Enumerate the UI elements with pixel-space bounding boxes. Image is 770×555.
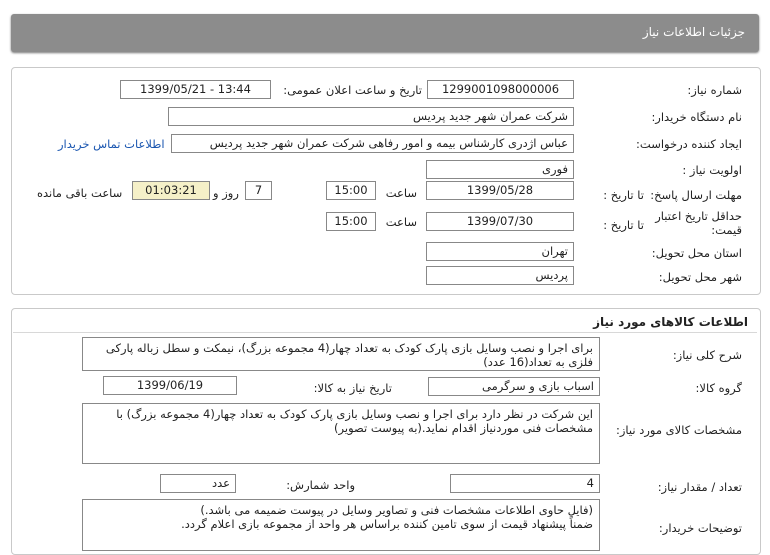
quantity-label: تعداد / مقدار نیاز: xyxy=(657,480,742,494)
requester-label: ایجاد کننده درخواست: xyxy=(636,137,742,151)
goods-section-title: اطلاعات کالاهای مورد نیاز xyxy=(593,315,748,329)
deadline-time-label: ساعت xyxy=(385,186,417,200)
deadline-time-field: 15:00 xyxy=(326,181,376,200)
announce-datetime-field: 1399/05/21 - 13:44 xyxy=(120,80,271,99)
need-date-field: 1399/06/19 xyxy=(103,376,237,395)
buyer-notes-label: توضیحات خریدار: xyxy=(658,521,742,535)
need-number-field: 1299001098000006 xyxy=(427,80,574,99)
goods-group-label: گروه کالا: xyxy=(695,381,742,395)
need-date-label: تاریخ نیاز به کالا: xyxy=(313,381,392,395)
remaining-time-label: ساعت باقی مانده xyxy=(37,186,123,200)
validity-date-field: 1399/07/30 xyxy=(426,212,574,231)
section-divider xyxy=(13,332,757,333)
remaining-days-field: 7 xyxy=(245,181,272,200)
buyer-contact-link[interactable]: اطلاعات تماس خریدار xyxy=(58,137,165,151)
priority-label: اولویت نیاز : xyxy=(682,163,742,177)
specs-label: مشخصات کالای مورد نیاز: xyxy=(615,423,742,437)
need-number-label: شماره نیاز: xyxy=(687,83,742,97)
unit-label: واحد شمارش: xyxy=(286,478,355,492)
delivery-city-field: پردیس xyxy=(426,266,574,285)
delivery-city-label: شهر محل تحویل: xyxy=(658,270,742,284)
need-info-panel xyxy=(11,67,761,295)
deadline-label: مهلت ارسال پاسخ: xyxy=(650,188,742,202)
unit-field: عدد xyxy=(160,474,236,493)
deadline-date-field: 1399/05/28 xyxy=(426,181,574,200)
deadline-to-date-label: تا تاریخ : xyxy=(603,188,644,202)
validity-time-label: ساعت xyxy=(385,215,417,229)
price-validity-label: حداقل تاریخ اعتبار قیمت: xyxy=(655,209,742,237)
quantity-field: 4 xyxy=(450,474,600,493)
remaining-time-field: 01:03:21 xyxy=(132,181,210,200)
buyer-name-label: نام دستگاه خریدار: xyxy=(651,110,742,124)
requester-field: عباس اژدری کارشناس بیمه و امور رفاهی شرکت عمران شهر جدید پردیس xyxy=(171,134,574,153)
goods-group-field: اسباب بازی و سرگرمی xyxy=(428,377,600,396)
page-title: جزئیات اطلاعات نیاز xyxy=(642,25,745,39)
summary-label: شرح کلی نیاز: xyxy=(672,348,742,362)
priority-field: فوری xyxy=(426,160,574,179)
specs-field: این شرکت در نظر دارد برای اجرا و نصب وسایل بازی پارک کودک به تعداد چهار(4 مجموعه بزرگ) با مشخصات فنی موردنیاز اقدام نماید.(به پیوست تصویر) xyxy=(82,403,600,464)
delivery-province-field: تهران xyxy=(426,242,574,261)
buyer-notes-line-2: ضمناً پیشنهاد قیمت از سوی تامین کننده براساس هر واحد از مجموعه بازی اعلام گردد. xyxy=(181,517,593,531)
page-header xyxy=(11,14,759,52)
remaining-days-label: روز و xyxy=(213,186,239,200)
summary-field: برای اجرا و نصب وسایل بازی پارک کودک به تعداد چهار(4 مجموعه بزرگ)، نیمکت و سطل زباله پارکی فلزی به تعداد(16 عدد) xyxy=(82,337,600,371)
buyer-notes-line-1: (فایل حاوی اطلاعات مشخصات فنی و تصاویر وسایل در پیوست ضمیمه می باشد.) xyxy=(200,503,593,517)
announce-datetime-label: تاریخ و ساعت اعلان عمومی: xyxy=(283,83,422,97)
validity-time-field: 15:00 xyxy=(326,212,376,231)
buyer-notes-field xyxy=(82,499,600,551)
validity-to-date-label: تا تاریخ : xyxy=(603,218,644,232)
delivery-province-label: استان محل تحویل: xyxy=(651,246,742,260)
buyer-name-field: شرکت عمران شهر جدید پردیس xyxy=(168,107,574,126)
